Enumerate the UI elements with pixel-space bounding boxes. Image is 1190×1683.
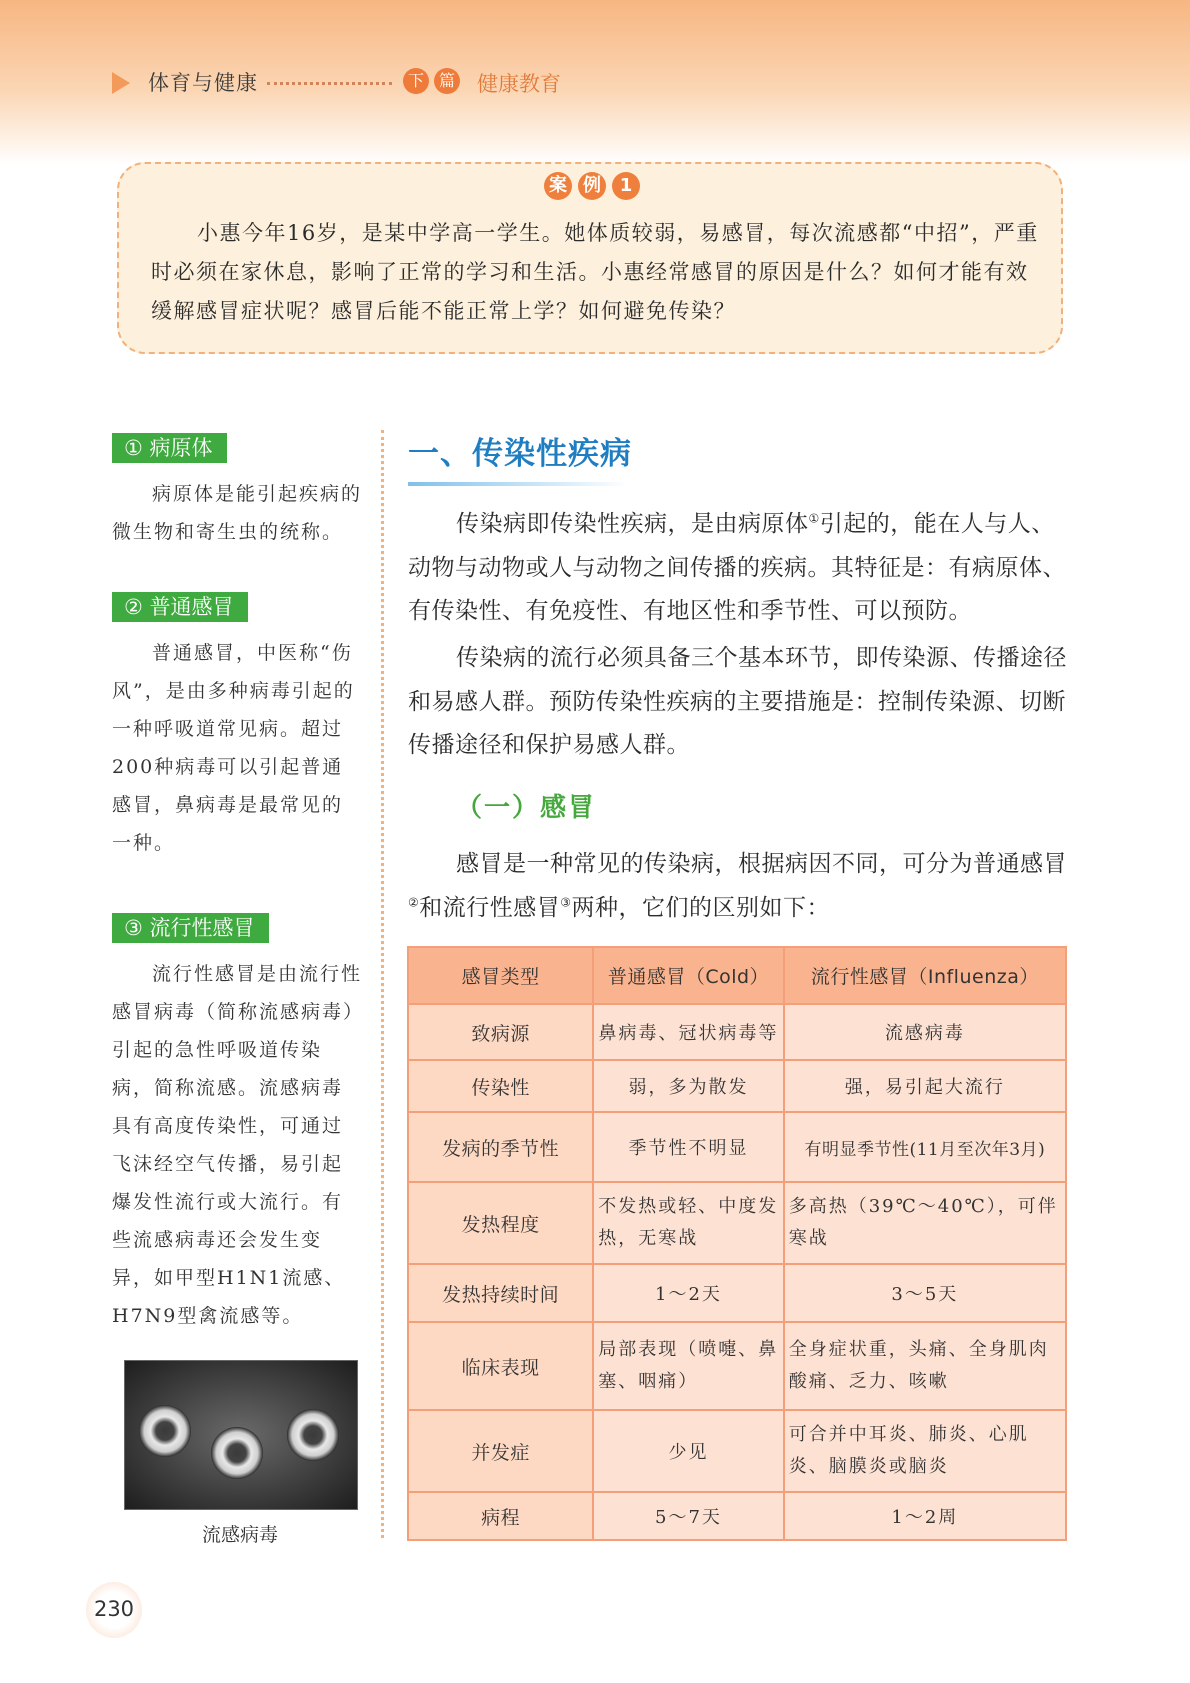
row-label: 临床表现 [408,1322,593,1410]
part-chip: 下 [403,68,429,94]
cold-cell: 弱，多为散发 [593,1060,784,1112]
flu-cell: 可合并中耳炎、肺炎、心肌炎、脑膜炎或脑炎 [784,1410,1066,1492]
section-title: 一、传染性疾病 [408,436,632,472]
row-label: 传染性 [408,1060,593,1112]
flu-cell: 全身症状重，头痛、全身肌肉酸痛、乏力、咳嗽 [784,1322,1066,1410]
flu-cell: 强，易引起大流行 [784,1060,1066,1112]
table-header-row [408,947,1066,1004]
note-heading-influenza: ③ 流行性感冒 [112,913,269,943]
row-label: 发病的季节性 [408,1112,593,1182]
case-chip: 例 [578,172,606,200]
case-title [119,172,1065,200]
paragraph-definition: 传染病即传染性疾病，是由病原体①引起的，能在人与人、动物与动物或人与动物之间传播的疾病。其特征是：有病原体、有传染性、有免疫性、有地区性和季节性、可以预防。 [408,511,1066,624]
row-label: 发热程度 [408,1182,593,1264]
table-row [408,1492,1066,1540]
subsection-title: （一）感冒 [456,793,597,823]
paragraph-cold-intro: 感冒是一种常见的传染病，根据病因不同，可分为普通感冒②和流行性感冒③两种，它们的区别如下： [408,851,1067,921]
case-box [117,162,1063,354]
table-header-cell: 普通感冒（Cold） [593,947,784,1004]
cold-comparison-table [407,946,1067,1541]
flu-cell: 3～5天 [784,1264,1066,1322]
table-row [408,1264,1066,1322]
note-text-pathogen: 病原体是能引起疾病的微生物和寄生虫的统称。 [112,483,363,543]
table-header-cell: 感冒类型 [408,947,593,1004]
table-row [408,1182,1066,1264]
case-text: 小惠今年16岁，是某中学高一学生。她体质较弱，易感冒，每次流感都“中招”，严重时必须在家休息，影响了正常的学习和生活。小惠经常感冒的原因是什么？如何才能有效缓解感冒症状呢？感冒后能不能正常上学？如何避免传染？ [151,221,1039,323]
flu-cell: 有明显季节性(11月至次年3月) [784,1112,1066,1182]
page-number: 230 [93,1597,135,1621]
part-chip: 篇 [434,68,460,94]
section-name: 健康教育 [477,72,561,96]
table-row [408,1322,1066,1410]
row-label: 致病源 [408,1004,593,1060]
column-divider [381,430,384,1538]
flu-cell: 流感病毒 [784,1004,1066,1060]
case-number-chip: 1 [612,172,640,200]
header-dotted-leader [267,82,392,85]
header-arrow-icon [112,72,130,94]
note-text-common-cold: 普通感冒，中医称“伤风”，是由多种病毒引起的一种呼吸道常见病。超过200种病毒可以引起普通感冒，鼻病毒是最常见的一种。 [112,642,355,854]
note-text-influenza: 流行性感冒是由流行性感冒病毒（简称流感病毒）引起的急性呼吸道传染病，简称流感。流感病毒具有高度传染性，可通过飞沫经空气传播，易引起爆发性流行或大流行。有些流感病毒还会发生变异，如甲型H1N1流感、H7N9型禽流感等。 [112,963,363,1327]
note-heading-pathogen: ① 病原体 [112,433,227,463]
table-row [408,1004,1066,1060]
table-row [408,1112,1066,1182]
row-label: 病程 [408,1492,593,1540]
table-header-cell: 流行性感冒（Influenza） [784,947,1066,1004]
cold-cell: 1～2天 [593,1264,784,1322]
book-title: 体育与健康 [148,71,258,95]
table-row [408,1060,1066,1112]
table-row [408,1410,1066,1492]
case-chip: 案 [544,172,572,200]
row-label: 发热持续时间 [408,1264,593,1322]
note-heading-common-cold: ② 普通感冒 [112,592,248,622]
influenza-virus-photo [124,1360,358,1510]
cold-cell: 不发热或轻、中度发热，无寒战 [593,1182,784,1264]
section-underline [408,482,628,486]
paragraph-prevention: 传染病的流行必须具备三个基本环节，即传染源、传播途径和易感人群。预防传染性疾病的主要措施是：控制传染源、切断传播途径和保护易感人群。 [408,645,1067,758]
cold-cell: 季节性不明显 [593,1112,784,1182]
cold-cell: 少见 [593,1410,784,1492]
flu-cell: 多高热（39℃～40℃），可伴寒战 [784,1182,1066,1264]
photo-caption: 流感病毒 [201,1524,278,1546]
flu-cell: 1～2周 [784,1492,1066,1540]
cold-cell: 局部表现（喷嚏、鼻塞、咽痛） [593,1322,784,1410]
row-label: 并发症 [408,1410,593,1492]
cold-cell: 鼻病毒、冠状病毒等 [593,1004,784,1060]
cold-cell: 5～7天 [593,1492,784,1540]
